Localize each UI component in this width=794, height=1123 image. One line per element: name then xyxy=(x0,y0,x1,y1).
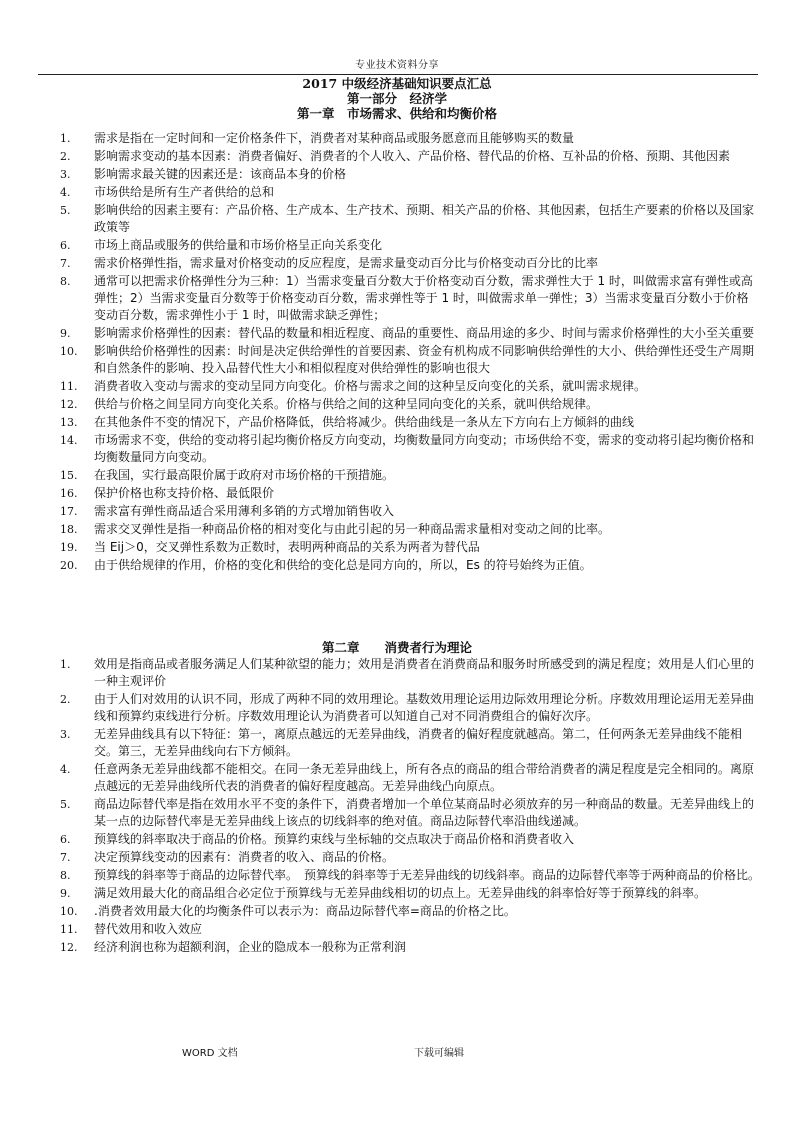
item-text: 满足效用最大化的商品组合必定位于预算线与无差异曲线相切的切点上。无差异曲线的斜率恰好等于预算线的斜率。 xyxy=(94,886,707,900)
chapter-1-list xyxy=(60,130,760,575)
list-item xyxy=(60,237,760,254)
footer-right: 下载可编辑 xyxy=(414,1048,464,1059)
list-item xyxy=(60,939,760,956)
list-item xyxy=(60,761,760,795)
item-number: 10. xyxy=(60,345,78,358)
item-number: 1. xyxy=(60,658,71,671)
list-item xyxy=(60,432,760,466)
item-number: 7. xyxy=(60,851,71,864)
item-number: 16. xyxy=(60,487,78,500)
document-title: 2017 中级经济基础知识要点汇总 xyxy=(302,76,492,91)
item-text: 效用是指商品或者服务满足人们某种欲望的能力；效用是消费者在消费商品和服务时所感受到的满足程度；效用是人们心里的一种主观评价 xyxy=(94,657,755,688)
item-text: 影响需求变动的基本因素：消费者偏好、消费者的个人收入、产品价格、替代品的价格、互补品的价格、预期、其他因素 xyxy=(94,149,731,163)
item-text: 保护价格也称支持价格、最低限价 xyxy=(94,486,275,500)
list-item xyxy=(60,831,760,848)
item-number: 4. xyxy=(60,186,71,199)
item-number: 6. xyxy=(60,833,71,846)
item-text: 影响需求价格弹性的因素：替代品的数量和相近程度、商品的重要性、商品用途的多少、时间与需求价格弹性的大小至关重要 xyxy=(94,326,755,340)
list-item xyxy=(60,202,760,236)
item-text: 市场上商品或服务的供给量和市场价格呈正向关系变化 xyxy=(94,238,383,252)
item-text: 影响需求最关键的因素还是：该商品本身的价格 xyxy=(94,167,347,181)
item-number: 12. xyxy=(60,398,78,411)
list-item xyxy=(60,849,760,866)
item-text: 通常可以把需求价格弹性分为三种：1）当需求变量百分数大于价格变动百分数，需求弹性大于 1 时，叫做需求富有弹性或高弹性；2）当需求变量百分数等于价格变动百分数，需求弹性等于 1 时，叫做需求单一弹性；3）当需求变量百分数小于价格变动百分数，需求弹性小于 1 时，叫做需求缺乏弹性； xyxy=(94,274,753,322)
list-item xyxy=(60,656,760,690)
list-item xyxy=(60,396,760,413)
title-block xyxy=(0,76,794,121)
list-item xyxy=(60,166,760,183)
list-item xyxy=(60,726,760,760)
list-item xyxy=(60,557,760,574)
list-item xyxy=(60,903,760,920)
item-text: 供给与价格之间呈同方向变化关系。价格与供给之间的这种呈同向变化的关系，就叫供给规律。 xyxy=(94,397,599,411)
item-number: 15. xyxy=(60,469,78,482)
item-text: 替代效用和收入效应 xyxy=(94,922,203,936)
list-item xyxy=(60,148,760,165)
item-number: 2. xyxy=(60,693,71,706)
item-number: 5. xyxy=(60,204,71,217)
item-text: 影响供给价格弹性的因素：时间是决定供给弹性的首要因素、资金有机构成不同影响供给弹性的大小、供给弹性还受生产周期和自然条件的影响、投入品替代性大小和相似程度对供给弹性的影响也很大 xyxy=(94,344,755,375)
item-number: 2. xyxy=(60,150,71,163)
item-text: 任意两条无差异曲线都不能相交。在同一条无差异曲线上，所有各点的商品的组合带给消费者的满足程度是完全相同的。离原点越远的无差异曲线所代表的消费者的偏好程度越高。无差异曲线凸向原点。 xyxy=(94,762,755,793)
item-number: 14. xyxy=(60,434,78,447)
item-text: 商品边际替代率是指在效用水平不变的条件下，消费者增加一个单位某商品时必须放弃的另一种商品的数量。无差异曲线上的某一点的边际替代率是无差异曲线上该点的切线斜率的绝对值。商品边际替代率沿曲线递减。 xyxy=(94,797,755,828)
list-item xyxy=(60,130,760,147)
item-number: 9. xyxy=(60,887,71,900)
list-item xyxy=(60,325,760,342)
list-item xyxy=(60,539,760,556)
list-item xyxy=(60,885,760,902)
chapter-2-list xyxy=(60,656,760,957)
item-text: 预算线的斜率等于商品的边际替代率。 预算线的斜率等于无差异曲线的切线斜率。商品的边际替代率等于两种商品的价格比。 xyxy=(94,868,761,882)
item-number: 9. xyxy=(60,327,71,340)
item-text: 经济利润也称为超额利润，企业的隐成本一般称为正常利润 xyxy=(94,940,407,954)
item-text: 决定预算线变动的因素有：消费者的收入、商品的价格。 xyxy=(94,850,395,864)
list-item xyxy=(60,378,760,395)
item-text: 需求交叉弹性是指一种商品价格的相对变化与由此引起的另一种商品需求量相对变动之间的比率。 xyxy=(94,522,611,536)
list-item xyxy=(60,503,760,520)
item-text: .消费者效用最大化的均衡条件可以表示为：商品边际替代率=商品的价格之比。 xyxy=(94,904,516,918)
item-number: 17. xyxy=(60,505,78,518)
item-number: 19. xyxy=(60,541,78,554)
item-text: 影响供给的因素主要有：产品价格、生产成本、生产技术、预期、相关产品的价格、其他因素，包括生产要素的价格以及国家政策等 xyxy=(94,203,755,234)
item-number: 10. xyxy=(60,905,78,918)
header-divider xyxy=(38,74,758,75)
item-text: 当 Eij＞0，交叉弹性系数为正数时，表明两种商品的关系为两者为替代品 xyxy=(94,540,480,554)
item-number: 1. xyxy=(60,132,71,145)
list-item xyxy=(60,867,760,884)
item-number: 8. xyxy=(60,275,71,288)
item-text: 需求价格弹性指，需求量对价格变动的反应程度，是需求量变动百分比与价格变动百分比的比率 xyxy=(94,256,599,270)
item-number: 5. xyxy=(60,798,71,811)
chapter-1-title: 第一章 市场需求、供给和均衡价格 xyxy=(296,106,497,121)
list-item xyxy=(60,485,760,502)
item-number: 12. xyxy=(60,941,78,954)
item-number: 7. xyxy=(60,257,71,270)
item-text: 在我国，实行最高限价属于政府对市场价格的干预措施。 xyxy=(94,468,395,482)
item-number: 8. xyxy=(60,869,71,882)
chapter-2-title: 第二章 消费者行为理论 xyxy=(321,640,472,655)
running-header: 专业技术资料分享 xyxy=(355,60,439,71)
item-text: 市场供给是所有生产者供给的总和 xyxy=(94,185,275,199)
item-number: 11. xyxy=(60,380,78,393)
list-item xyxy=(60,184,760,201)
item-number: 13. xyxy=(60,416,78,429)
item-text: 市场需求不变，供给的变动将引起均衡价格反方向变动，均衡数量同方向变动；市场供给不变，需求的变动将引起均衡价格和均衡数量同方向变动。 xyxy=(94,433,755,464)
part-title: 第一部分 经济学 xyxy=(346,91,447,106)
item-text: 在其他条件不变的情况下，产品价格降低，供给将减少。供给曲线是一条从左下方向右上方倾斜的曲线 xyxy=(94,415,635,429)
list-item xyxy=(60,255,760,272)
item-number: 6. xyxy=(60,239,71,252)
item-number: 4. xyxy=(60,763,71,776)
list-item xyxy=(60,521,760,538)
list-item xyxy=(60,796,760,830)
item-number: 3. xyxy=(60,728,71,741)
item-text: 需求是指在一定时间和一定价格条件下，消费者对某种商品或服务愿意而且能够购买的数量 xyxy=(94,131,575,145)
item-text: 需求富有弹性商品适合采用薄利多销的方式增加销售收入 xyxy=(94,504,395,518)
item-text: 由于人们对效用的认识不同，形成了两种不同的效用理论。基数效用理论运用边际效用理论分析。序数效用理论运用无差异曲线和预算约束线进行分析。序数效用理论认为消费者可以知道自己对不同消费组合的偏好次序。 xyxy=(94,692,755,723)
item-number: 3. xyxy=(60,168,71,181)
list-item xyxy=(60,467,760,484)
list-item xyxy=(60,691,760,725)
list-item xyxy=(60,273,760,324)
list-item xyxy=(60,343,760,377)
list-item xyxy=(60,921,760,938)
item-text: 无差异曲线具有以下特征：第一，离原点越远的无差异曲线，消费者的偏好程度就越高。第二，任何两条无差异曲线不能相交。第三，无差异曲线向右下方倾斜。 xyxy=(94,727,743,758)
item-number: 18. xyxy=(60,523,78,536)
list-item xyxy=(60,414,760,431)
footer-left: WORD 文档 xyxy=(182,1048,238,1059)
item-number: 11. xyxy=(60,923,78,936)
item-text: 由于供给规律的作用，价格的变化和供给的变化总是同方向的，所以，Es 的符号始终为正值。 xyxy=(94,558,592,572)
item-text: 预算线的斜率取决于商品的价格。预算约束线与坐标轴的交点取决于商品价格和消费者收入 xyxy=(94,832,575,846)
item-text: 消费者收入变动与需求的变动呈同方向变化。价格与需求之间的这种呈反向变化的关系，就叫需求规律。 xyxy=(94,379,647,393)
item-number: 20. xyxy=(60,559,78,572)
